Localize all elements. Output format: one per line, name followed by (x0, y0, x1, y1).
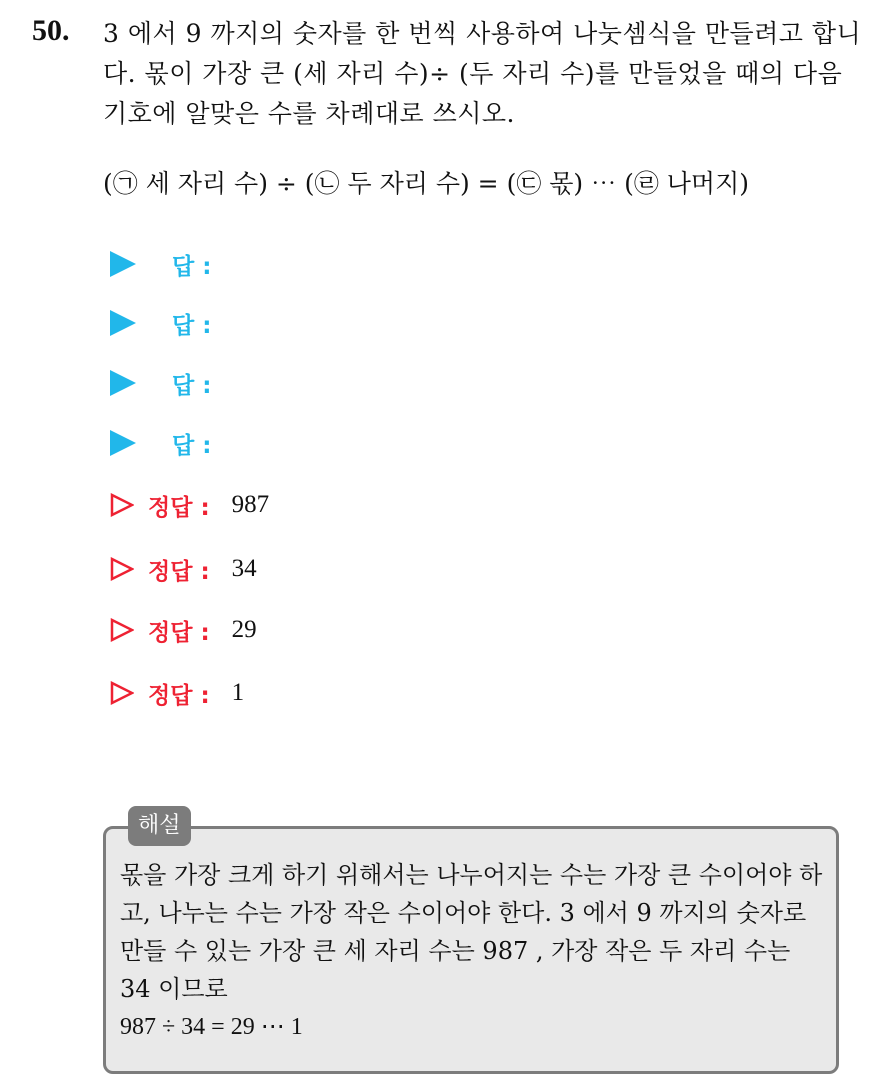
answer-label: 답 : (172, 372, 212, 399)
outline-triangle-icon (110, 493, 134, 517)
answer-row-3 (110, 363, 211, 403)
correct-answer-label: 정답 : (148, 619, 210, 646)
outline-triangle-icon (110, 557, 134, 581)
outline-triangle-icon (110, 681, 134, 705)
correct-answer-label: 정답 : (148, 682, 210, 709)
answer-row-1 (110, 244, 211, 284)
correct-answer-row-3 (110, 610, 257, 650)
play-triangle-icon (110, 430, 136, 456)
answer-label: 답 : (172, 432, 212, 459)
solution-tab: 해설 (128, 806, 191, 846)
answer-label: 답 : (172, 312, 212, 339)
correct-answer-row-1 (110, 485, 269, 525)
correct-answer-label: 정답 : (148, 558, 210, 585)
solution-equation: 987 ÷ 34 = 29 ⋯ 1 (120, 1014, 303, 1040)
play-triangle-icon (110, 310, 136, 336)
question-number: 50. (32, 14, 70, 47)
correct-answer-value: 29 (231, 616, 257, 643)
solution-text (120, 856, 825, 1046)
correct-answer-value: 987 (231, 491, 270, 518)
play-triangle-icon (110, 251, 136, 277)
correct-answer-row-4 (110, 673, 244, 713)
outline-triangle-icon (110, 618, 134, 642)
correct-answer-row-2 (110, 549, 257, 589)
correct-answer-label: 정답 : (148, 494, 210, 521)
question-formula: (㉠ 세 자리 수) ÷ (㉡ 두 자리 수) = (㉢ 몫) ⋯ (㉣ 나머지) (103, 169, 749, 198)
play-triangle-icon (110, 370, 136, 396)
answer-row-2 (110, 303, 211, 343)
correct-answer-value: 34 (231, 555, 257, 582)
solution-explanation: 몫을 가장 크게 하기 위해서는 나누어지는 수는 가장 큰 수이어야 하고, 나누는 수는 가장 작은 수이어야 한다. 3 에서 9 까지의 숫자로 만들 수 있는 가장 큰 세 자리 수는 987 , 가장 작은 두 자리 수는 34 이므로 (120, 861, 823, 1003)
correct-answer-value: 1 (231, 679, 245, 706)
answer-label: 답 : (172, 253, 212, 280)
question-text: 3 에서 9 까지의 숫자를 한 번씩 사용하여 나눗셈식을 만들려고 합니다. 몫이 가장 큰 (세 자리 수)÷ (두 자리 수)를 만들었을 때의 다음 기호에 알맞은 수를 차례대로 쓰시오. (103, 19, 862, 128)
answer-row-4 (110, 423, 211, 463)
